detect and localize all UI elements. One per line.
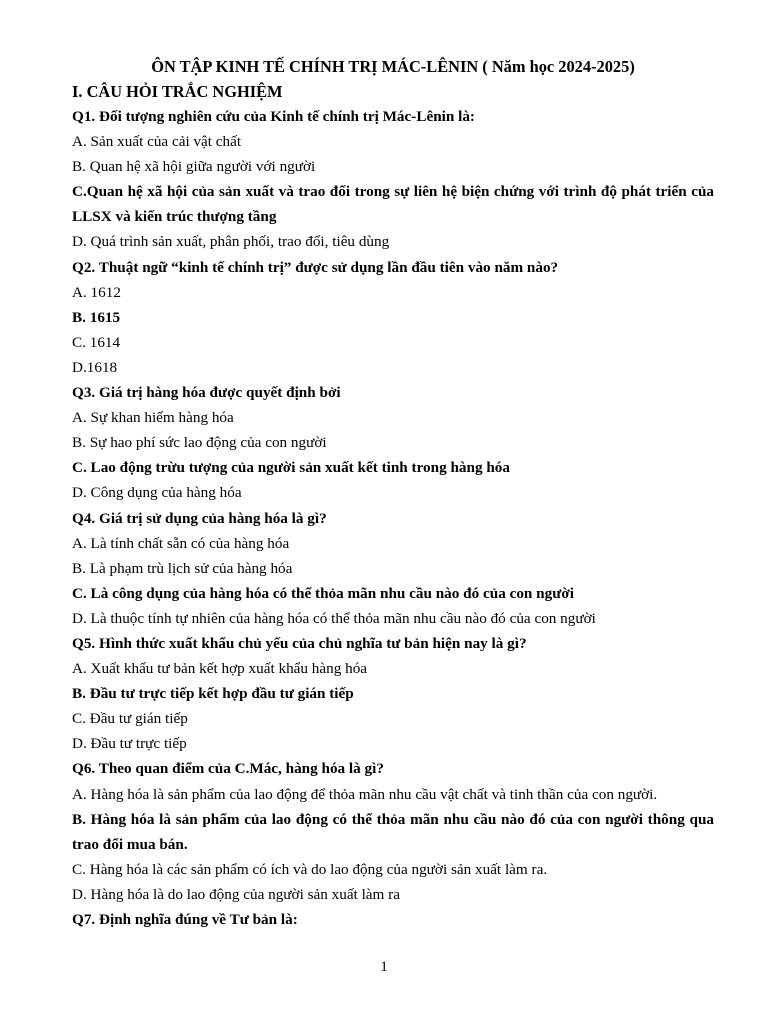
section-heading: I. CÂU HỎI TRẮC NGHIỆM — [72, 82, 283, 101]
question-2-option-d: D.1618 — [72, 358, 118, 376]
question-4: Q4. Giá trị sử dụng của hàng hóa là gì? — [72, 509, 327, 527]
question-3-option-c: C. Lao động trừu tượng của người sản xuất kết tinh trong hàng hóa — [72, 459, 510, 477]
question-2-option-a: A. 1612 — [72, 283, 121, 301]
question-3: Q3. Giá trị hàng hóa được quyết định bởi — [72, 384, 341, 402]
question-2-option-b: B. 1615 — [72, 308, 121, 326]
question-4-option-c: C. Là công dụng của hàng hóa có thể thỏa mãn nhu cầu nào đó của con người — [72, 584, 574, 602]
page-title: ÔN TẬP KINH TẾ CHÍNH TRỊ MÁC-LÊNIN ( Năm học 2024-2025) — [151, 57, 635, 76]
question-5-option-a: A. Xuất khẩu tư bản kết hợp xuất khẩu hàng hóa — [72, 660, 368, 678]
question-7: Q7. Định nghĩa đúng về Tư bản là: — [72, 911, 298, 928]
question-6-option-c: C. Hàng hóa là các sản phẩm có ích và do lao động của người sản xuất làm ra. — [72, 860, 548, 878]
question-4-option-d: D. Là thuộc tính tự nhiên của hàng hóa có thể thỏa mãn nhu cầu nào đó của con người — [72, 609, 596, 627]
question-3-option-a: A. Sự khan hiếm hàng hóa — [72, 409, 234, 427]
question-3-option-d: D. Công dụng của hàng hóa — [72, 484, 242, 502]
question-1-option-d: D. Quá trình sản xuất, phân phối, trao đổi, tiêu dùng — [72, 233, 390, 251]
document-content — [72, 54, 714, 932]
question-4-option-a: A. Là tính chất sẵn có của hàng hóa — [72, 534, 290, 552]
question-1-option-a: A. Sản xuất của cải vật chất — [72, 133, 242, 151]
question-3-option-b: B. Sự hao phí sức lao động của con người — [72, 434, 327, 452]
question-1: Q1. Đối tượng nghiên cứu của Kinh tế chính trị Mác-Lênin là: — [72, 108, 475, 125]
question-2: Q2. Thuật ngữ “kinh tế chính trị” được sử dụng lần đầu tiên vào năm nào? — [72, 258, 559, 276]
question-1-option-b: B. Quan hệ xã hội giữa người với người — [72, 158, 316, 176]
question-6-option-a: A. Hàng hóa là sản phẩm của lao động để thỏa mãn nhu cầu vật chất và tinh thần của con người. — [72, 785, 658, 803]
question-2-option-c: C. 1614 — [72, 333, 121, 351]
question-5-option-b: B. Đầu tư trực tiếp kết hợp đầu tư gián tiếp — [72, 685, 354, 703]
question-6-option-b: B. Hàng hóa là sản phẩm của lao động có thể thỏa mãn nhu cầu nào đó của con người thông qua trao đổi mua bán. — [72, 810, 714, 853]
question-6-option-d: D. Hàng hóa là do lao động của người sản xuất làm ra — [72, 885, 400, 903]
question-4-option-b: B. Là phạm trù lịch sử của hàng hóa — [72, 559, 293, 577]
question-5-option-d: D. Đầu tư trực tiếp — [72, 735, 187, 753]
question-1-option-c: C.Quan hệ xã hội của sản xuất và trao đổi trong sự liên hệ biện chứng với trình độ phát triển của LLSX và kiến trúc thượng tầng — [72, 183, 714, 226]
page-number: 1 — [380, 958, 388, 975]
question-6: Q6. Theo quan điểm của C.Mác, hàng hóa là gì? — [72, 760, 384, 778]
question-5-option-c: C. Đầu tư gián tiếp — [72, 710, 188, 728]
question-5: Q5. Hình thức xuất khẩu chủ yếu của chủ nghĩa tư bản hiện nay là gì? — [72, 634, 527, 652]
